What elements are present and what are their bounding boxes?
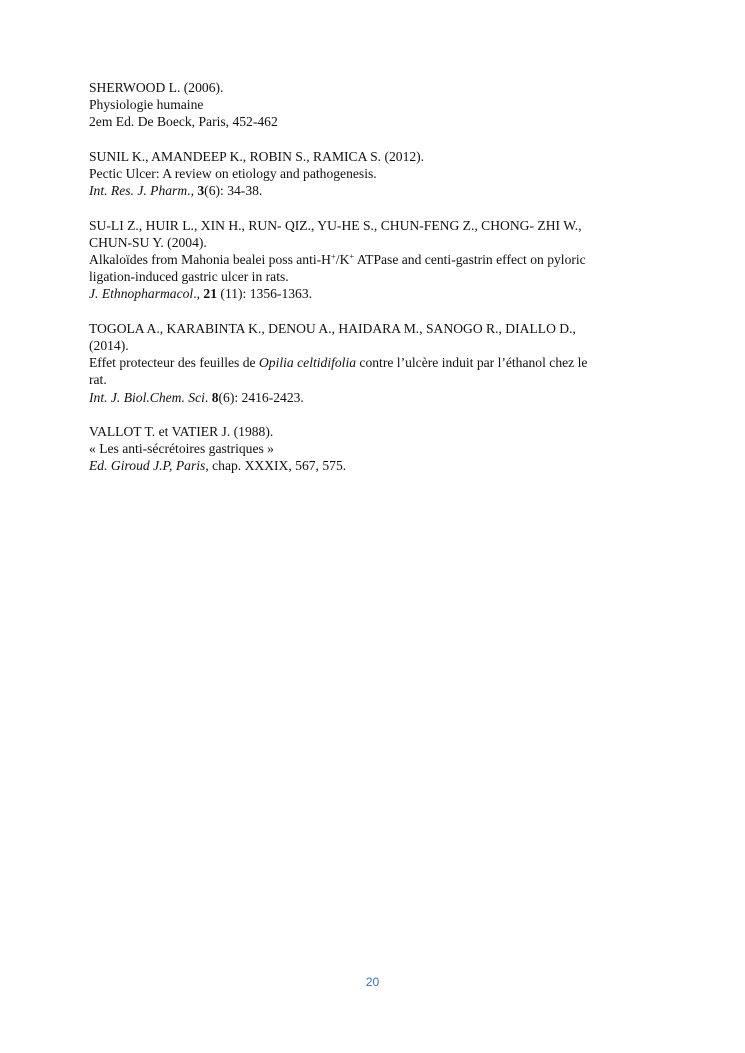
title-text: contre l’ulcère induit par l’éthanol chez le — [356, 355, 588, 371]
reference-authors: SU-LI Z., HUIR L., XIN H., RUN- QIZ., YU-HE S., CHUN-FENG Z., CHONG- ZHI W., — [89, 217, 582, 233]
journal-name: Int. J. Biol.Chem. Sci — [89, 389, 205, 405]
journal-name: Int. Res. J. Pharm — [89, 183, 188, 199]
journal-separator: . — [204, 389, 212, 405]
superscript-plus: + — [349, 251, 355, 261]
reference-source: 2em Ed. De Boeck, Paris, 452-462 — [89, 114, 278, 130]
reference-title: « Les anti-sécrétoires gastriques » — [89, 441, 274, 457]
reference-source — [89, 182, 649, 199]
journal-pages: (11): 1356-1363. — [217, 286, 313, 302]
reference-authors: VALLOT T. et VATIER J. (1988). — [89, 424, 274, 439]
title-text: ATPase and centi-gastrin effect on pyloric — [354, 252, 586, 267]
reference-title — [89, 354, 649, 371]
title-text: Alkaloïdes from Mahonia bealei poss anti-H — [89, 252, 331, 267]
references-list — [89, 79, 649, 492]
reference-title-continued: rat. — [89, 372, 107, 388]
reference-title — [89, 251, 649, 268]
journal-name: J. Ethnopharmacol — [89, 286, 194, 302]
reference-sunil — [89, 148, 649, 200]
title-text: Effet protecteur des feuilles de — [89, 355, 259, 371]
journal-volume: 21 — [203, 286, 218, 302]
reference-source — [89, 389, 649, 406]
reference-togola — [89, 320, 649, 406]
superscript-plus: + — [331, 251, 336, 261]
reference-title: Pectic Ulcer: A review on etiology and pathogenesis. — [89, 166, 377, 181]
journal-separator: ., — [187, 183, 198, 199]
journal-volume: 3 — [197, 183, 205, 199]
reference-authors: SHERWOOD L. (2006). — [89, 80, 224, 95]
title-text: /K — [335, 252, 350, 267]
reference-source — [89, 285, 649, 302]
reference-title-continued: ligation-induced gastric ulcer in rats. — [89, 269, 289, 285]
reference-authors: TOGOLA A., KARABINTA K., DENOU A., HAIDARA M., SANOGO R., DIALLO D., — [89, 320, 576, 336]
reference-authors-continued: CHUN-SU Y. (2004). — [89, 234, 207, 250]
source-details: , chap. XXXIX, 567, 575. — [205, 458, 347, 474]
journal-volume: 8 — [211, 389, 219, 405]
reference-authors: SUNIL K., AMANDEEP K., ROBIN S., RAMICA S. (2012). — [89, 148, 425, 164]
reference-sherwood — [89, 79, 649, 131]
page-number: 20 — [365, 975, 380, 989]
journal-pages: (6): 34-38. — [204, 183, 263, 199]
species-name: Opilia celtidifolia — [258, 355, 357, 371]
reference-vallot — [89, 423, 649, 475]
publisher-name: Ed. Giroud J.P, Paris — [89, 458, 206, 474]
reference-su-li — [89, 217, 649, 303]
reference-title: Physiologie humaine — [89, 97, 204, 113]
journal-pages: (6): 2416-2423. — [218, 389, 304, 405]
reference-source — [89, 457, 649, 474]
journal-separator: ., — [193, 286, 204, 302]
reference-authors-continued: (2014). — [89, 338, 129, 353]
